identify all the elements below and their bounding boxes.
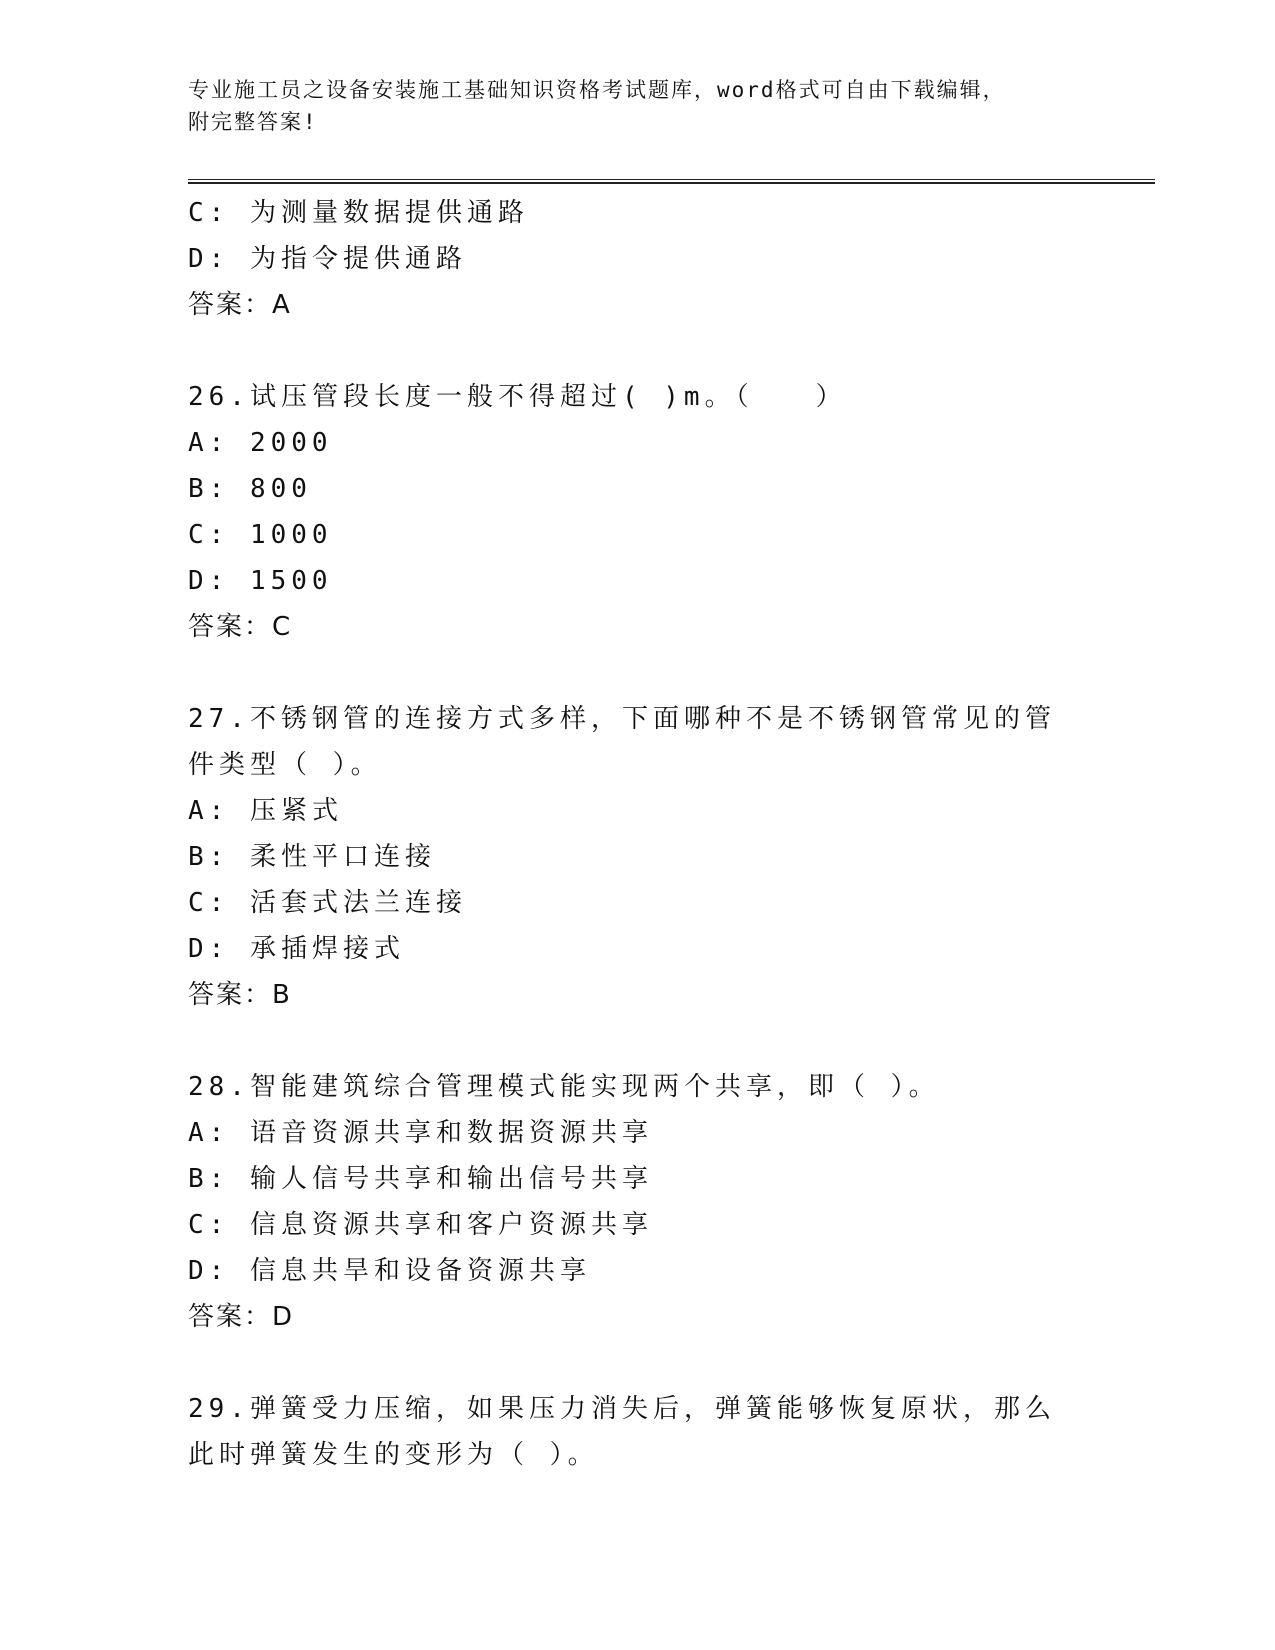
option-d: D: 承插焊接式 (188, 934, 405, 964)
carryover-block (188, 190, 1088, 328)
option-a: A: 2000 (188, 428, 333, 458)
option-b: B: 柔性平口连接 (188, 842, 436, 872)
option-c: C: 为测量数据提供通路 (188, 198, 529, 228)
answer-line: 答案：B (188, 980, 292, 1010)
question-text: 26.试压管段长度一般不得超过( )m。（ ） (188, 382, 847, 412)
question-text: 27.不锈钢管的连接方式多样，下面哪种不是不锈钢管常见的管件类型（ ）。 (188, 704, 1056, 780)
option-c: C: 活套式法兰连接 (188, 888, 467, 918)
option-c: C: 1000 (188, 520, 333, 550)
question-text: 29.弹簧受力压缩，如果压力消失后，弹簧能够恢复原状，那么此时弹簧发生的变形为（ ）。 (188, 1394, 1056, 1470)
option-a: A: 压紧式 (188, 796, 343, 826)
option-d: D: 为指令提供通路 (188, 244, 467, 274)
option-b: B: 输人信号共享和输出信号共享 (188, 1164, 653, 1194)
answer-line: 答案：D (188, 1302, 295, 1332)
document-header (188, 74, 1068, 138)
answer-line: 答案：C (188, 612, 293, 642)
question-text: 28.智能建筑综合管理模式能实现两个共享，即（ ）。 (188, 1072, 940, 1102)
question-29 (188, 1386, 1088, 1478)
option-b: B: 800 (188, 474, 312, 504)
question-26 (188, 374, 1088, 650)
option-a: A: 语音资源共享和数据资源共享 (188, 1118, 653, 1148)
answer-line: 答案：A (188, 290, 292, 320)
option-c: C: 信息资源共享和客户资源共享 (188, 1210, 653, 1240)
question-list (188, 190, 1088, 1478)
question-27 (188, 696, 1088, 1018)
option-d: D: 信息共旱和设备资源共享 (188, 1256, 591, 1286)
question-28 (188, 1064, 1088, 1340)
header-divider (188, 179, 1155, 184)
header-line-1: 专业施工员之设备安装施工基础知识资格考试题库，word格式可自由下载编辑， (188, 78, 1006, 102)
option-d: D: 1500 (188, 566, 333, 596)
header-line-2: 附完整答案! (188, 110, 318, 134)
